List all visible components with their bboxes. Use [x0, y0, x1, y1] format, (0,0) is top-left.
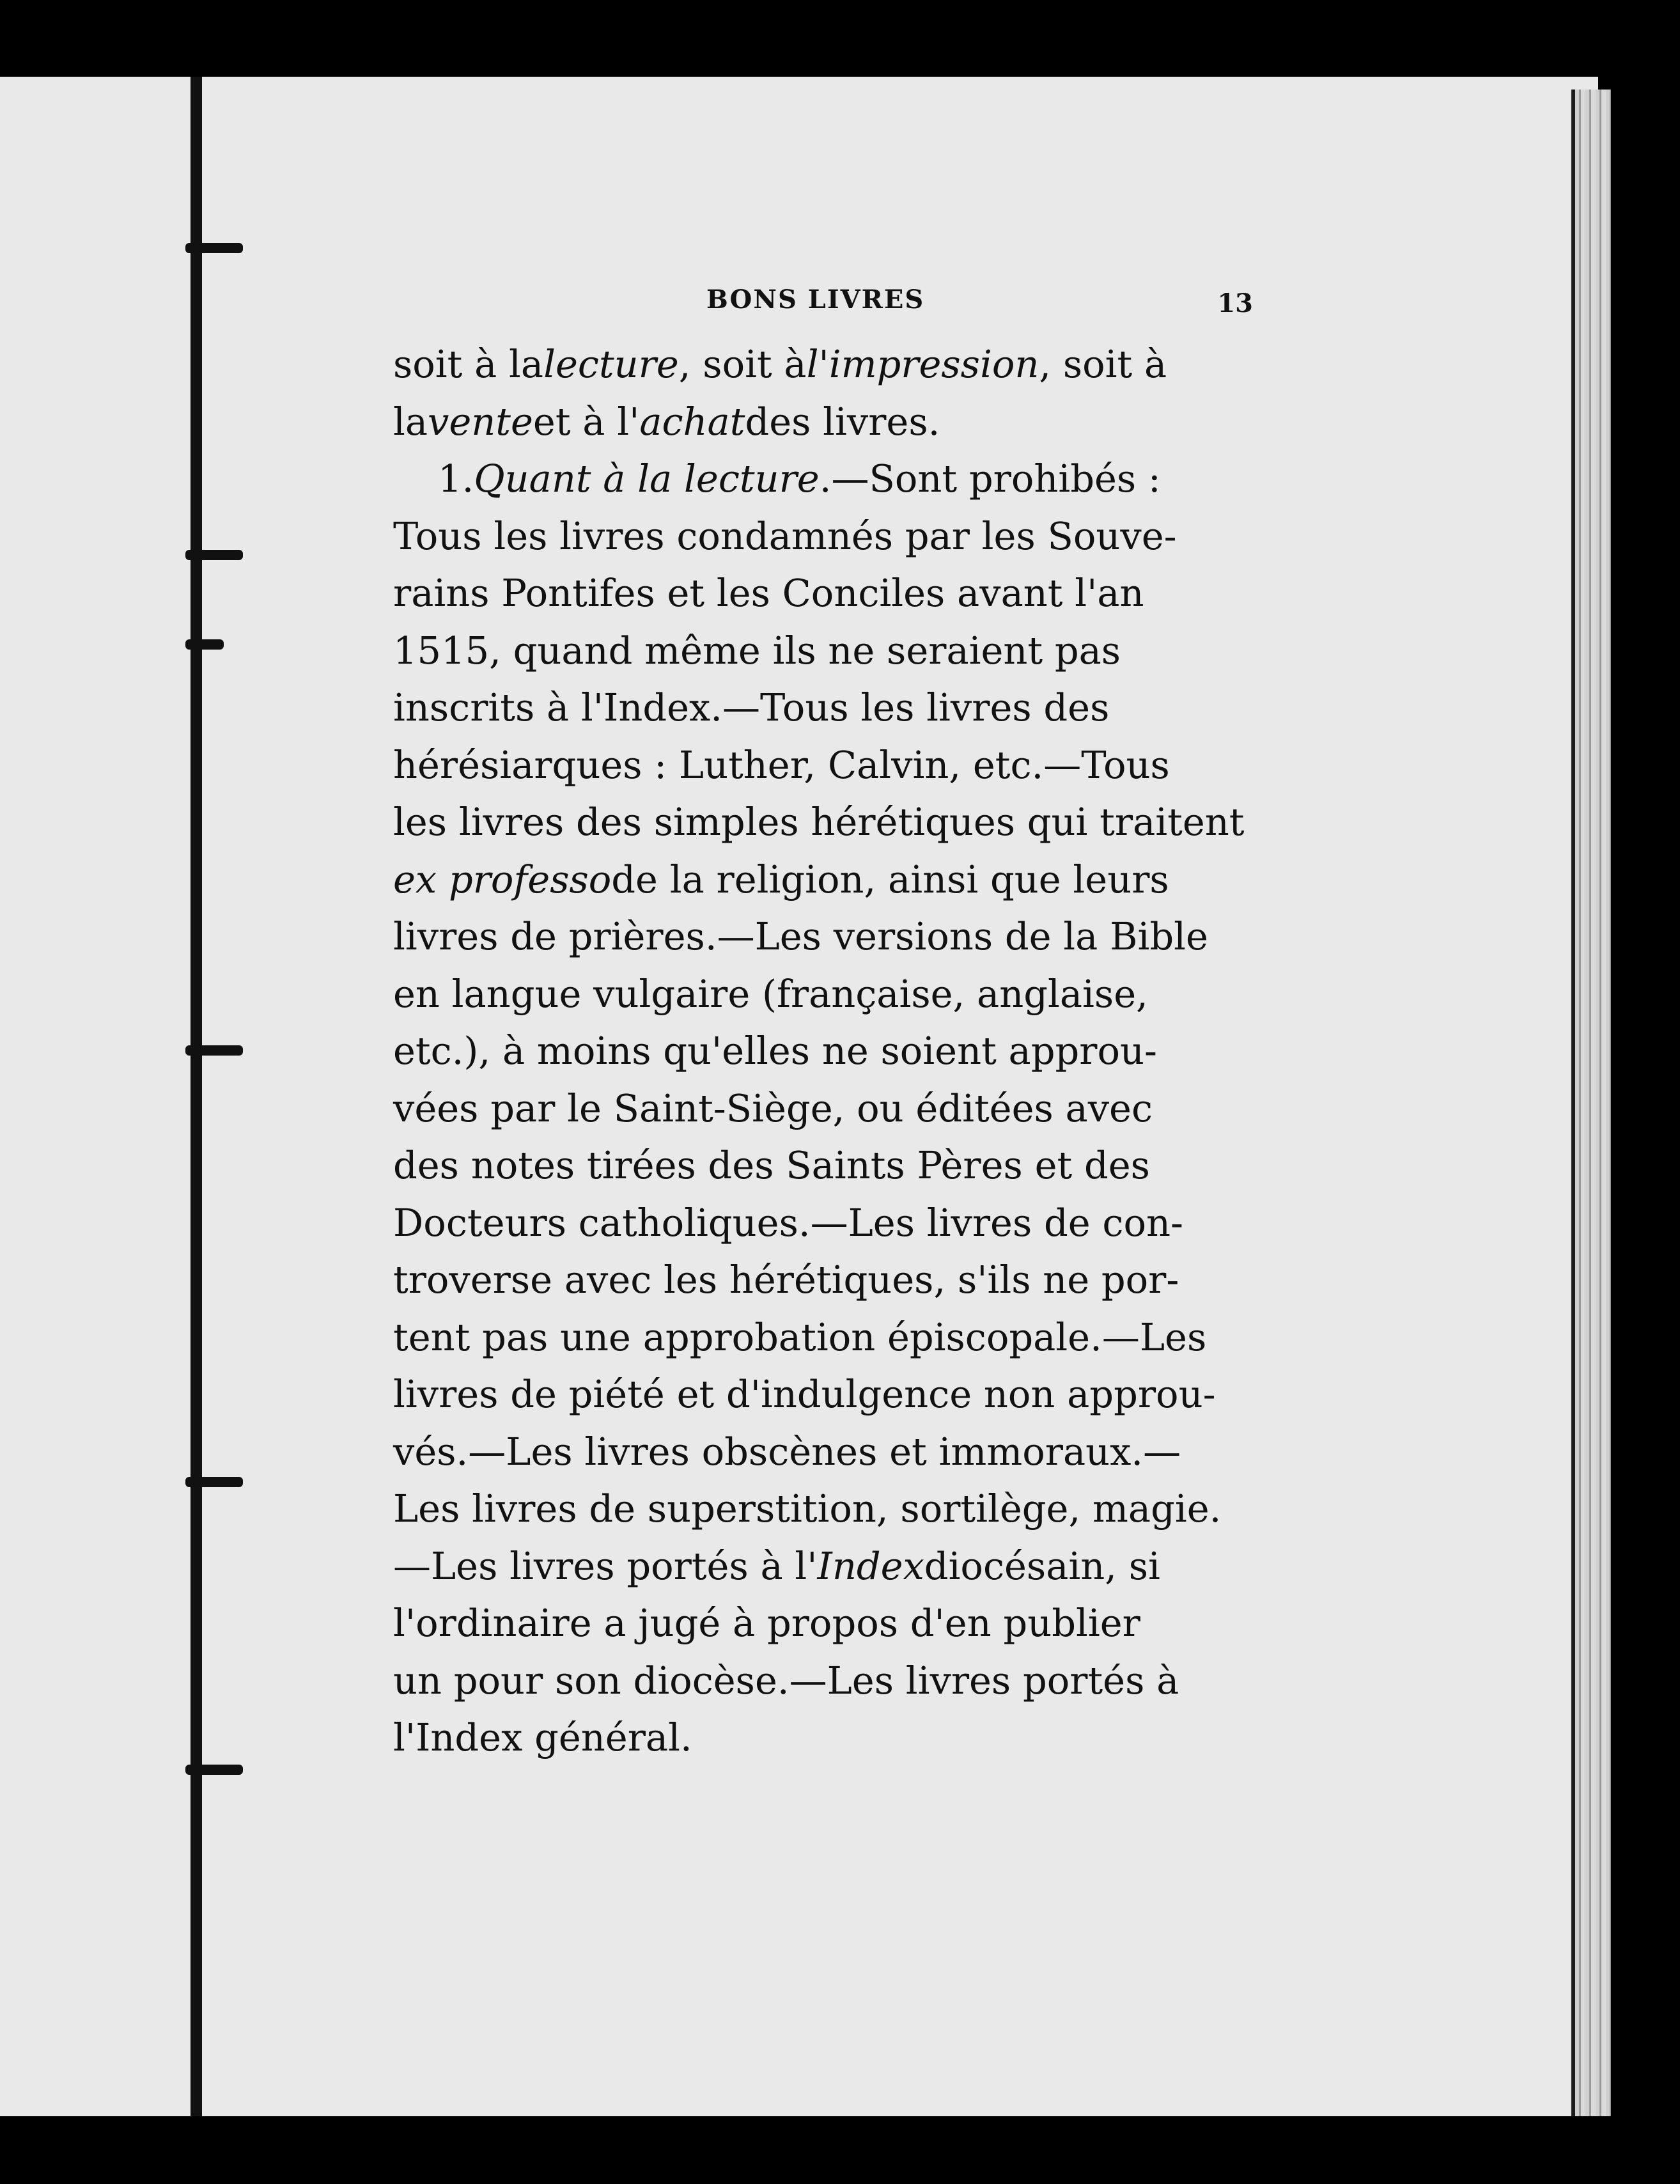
- text-line: soit à lalecture, soit àl'impression, soit à: [393, 342, 1167, 386]
- binding-stitch: [185, 550, 243, 560]
- text-line: en langue vulgaire (française, anglaise,: [393, 971, 1148, 1016]
- page-text: [393, 285, 1253, 1767]
- text-line: vés.—Les livres obscènes et immoraux.—: [393, 1429, 1181, 1474]
- binding-stitch: [185, 1765, 243, 1775]
- text-line: des notes tirées des Saints Pères et des: [393, 1143, 1150, 1187]
- text-line: 1.Quant à la lecture.—Sont prohibés :: [438, 456, 1161, 501]
- text-line: les livres des simples hérétiques qui traitent: [393, 800, 1245, 844]
- text-line: tent pas une approbation épiscopale.—Les: [393, 1314, 1207, 1359]
- text-line: Tous les livres condamnés par les Souve-: [393, 513, 1177, 558]
- text-line: vées par le Saint-Siège, ou éditées avec: [393, 1086, 1153, 1130]
- binding-stitch: [185, 639, 224, 650]
- text-line: un pour son diocèse.—Les livres portés à: [393, 1658, 1179, 1703]
- text-line: —Les livres portés à l'Indexdiocésain, si: [393, 1543, 1160, 1588]
- text-line: Les livres de superstition, sortilège, magie.: [393, 1486, 1222, 1531]
- text-line: Docteurs catholiques.—Les livres de con-: [393, 1200, 1183, 1245]
- text-line: l'Index général.: [393, 1715, 692, 1759]
- binding-spine: [191, 77, 202, 2116]
- text-line: 1515, quand même ils ne seraient pas: [393, 628, 1121, 673]
- text-line: laventeet à l'achatdes livres.: [393, 399, 940, 444]
- page-number: 13: [1217, 288, 1253, 318]
- text-line: l'ordinaire a jugé à propos d'en publier: [393, 1601, 1140, 1645]
- binding-stitch: [185, 1477, 243, 1487]
- text-line: livres de piété et d'indulgence non approu-: [393, 1372, 1216, 1416]
- text-line: ex professode la religion, ainsi que leurs: [393, 857, 1169, 901]
- running-title: BONS LIVRES: [706, 285, 925, 315]
- text-line: inscrits à l'Index.—Tous les livres des: [393, 685, 1110, 729]
- binding-stitch: [185, 1045, 243, 1056]
- text-line: hérésiarques : Luther, Calvin, etc.—Tous: [393, 742, 1170, 787]
- text-line: rains Pontifes et les Conciles avant l'an: [393, 571, 1144, 615]
- running-head: [393, 285, 1253, 336]
- book-edge: [1571, 90, 1611, 2116]
- text-line: troverse avec les hérétiques, s'ils ne por-: [393, 1258, 1179, 1302]
- text-line: livres de prières.—Les versions de la Bible: [393, 914, 1208, 958]
- text-line: etc.), à moins qu'elles ne soient approu-: [393, 1029, 1157, 1073]
- binding-stitch: [185, 243, 243, 253]
